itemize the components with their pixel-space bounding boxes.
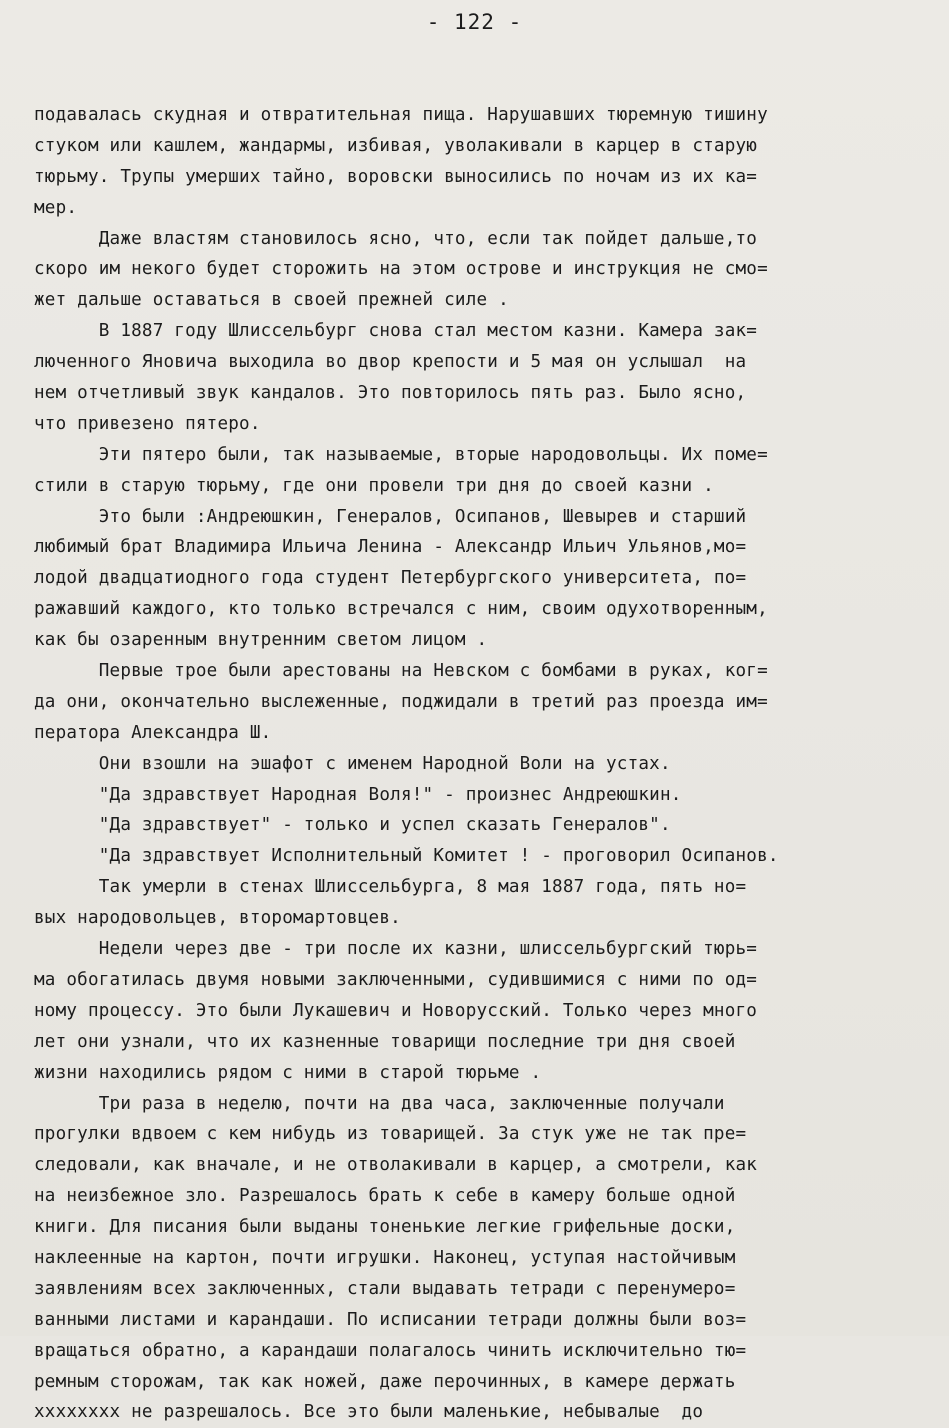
text-line: ванными листами и карандаши. По исписании тетради должны были воз= (34, 1309, 747, 1330)
text-line: Они взошли на эшафот с именем Народной Воли на устах. (34, 753, 671, 774)
text-line: Это были :Андреюшкин, Генералов, Осипанов, Шевырев и старший (34, 506, 747, 527)
text-line: скоро им некого будет сторожить на этом острове и инструкция не смо= (34, 259, 768, 280)
text-line: Эти пятеро были, так называемые, вторые народовольцы. Их поме= (34, 444, 768, 465)
text-line: Недели через две - три после их казни, шлиссельбургский тюрь= (34, 939, 758, 960)
text-line: книги. Для писания были выданы тоненькие легкие грифельные доски, (34, 1217, 736, 1238)
text-line: стуком или кашлем, жандармы, избивая, уволакивали в карцер в старую (34, 135, 758, 156)
text-line: прогулки вдвоем с кем нибудь из товарищей. За стук уже не так пре= (34, 1124, 747, 1145)
text-line: ма обогатилась двумя новыми заключенными, судившимися с ними по од= (34, 969, 758, 990)
text-line: лодой двадцатиодного года студент Петербургского университета, по= (34, 568, 747, 589)
text-line: жизни находились рядом с ними в старой тюрьме . (34, 1062, 542, 1083)
text-line: Три раза в неделю, почти на два часа, заключенные получали (34, 1093, 725, 1114)
text-line: "Да здравствует Народная Воля!" - произнес Андреюшкин. (34, 784, 682, 805)
text-line: что привезено пятеро. (34, 413, 261, 434)
text-line: Первые трое были арестованы на Невском с бомбами в руках, ког= (34, 661, 768, 682)
page-number: - 122 - (426, 10, 523, 34)
text-line: подавалась скудная и отвратительная пища. Нарушавших тюремную тишину (34, 105, 768, 125)
text-line: заявлениям всех заключенных, стали выдавать тетради с перенумеро= (34, 1278, 736, 1299)
text-line: ному процессу. Это были Лукашевич и Новорусский. Только через много (34, 1000, 758, 1021)
text-line: В 1887 году Шлиссельбург снова стал местом казни. Камера зак= (34, 321, 758, 342)
text-line: "Да здравствует" - только и успел сказать Генералов". (34, 815, 671, 836)
text-line: нем отчетливый звук кандалов. Это повторилось пять раз. Было ясно, (34, 383, 747, 404)
text-line: любимый брат Владимира Ильича Ленина - Александр Ильич Ульянов,мо= (34, 537, 747, 558)
text-line: как бы озаренным внутренним светом лицом . (34, 630, 488, 651)
body-text (34, 100, 919, 1428)
text-line: ражавший каждого, кто только встречался с ним, своим одухотворенным, (34, 599, 768, 620)
text-line: ремным сторожам, так как ножей, даже перочинных, в камере держать (34, 1371, 736, 1392)
text-line: жет дальше оставаться в своей прежней силе . (34, 290, 509, 311)
text-line: тюрьму. Трупы умерших тайно, воровски выносились по ночам из их ка= (34, 166, 758, 187)
text-line: следовали, как вначале, и не отволакивали в карцер, а смотрели, как (34, 1155, 758, 1176)
text-line: хххххххх не разрешалось. Все это были маленькие, небывалые до (34, 1402, 704, 1423)
text-line: лет они узнали, что их казненные товарищи последние три дня своей (34, 1031, 736, 1052)
text-line: на неизбежное зло. Разрешалось брать к себе в камеру больше одной (34, 1186, 736, 1207)
text-line: "Да здравствует Исполнительный Комитет ! - проговорил Осипанов. (34, 846, 779, 867)
text-line: ператора Александра Ш. (34, 722, 272, 743)
text-line: вращаться обратно, а карандаши полагалось чинить исключительно тю= (34, 1340, 747, 1361)
text-line: да они, окончательно выслеженные, поджидали в третий раз проезда им= (34, 691, 768, 712)
text-line: люченного Яновича выходила во двор крепости и 5 мая он услышал на (34, 352, 747, 373)
text-line: Даже властям становилось ясно, что, если так пойдет дальше,то (34, 228, 758, 249)
text-line: Так умерли в стенах Шлиссельбурга, 8 мая 1887 года, пять но= (34, 877, 747, 898)
text-line: наклеенные на картон, почти игрушки. Наконец, уступая настойчивым (34, 1247, 736, 1268)
text-line: стили в старую тюрьму, где они провели три дня до своей казни . (34, 475, 714, 496)
text-line: мер. (34, 197, 78, 218)
text-line: вых народовольцев, второмартовцев. (34, 908, 401, 929)
